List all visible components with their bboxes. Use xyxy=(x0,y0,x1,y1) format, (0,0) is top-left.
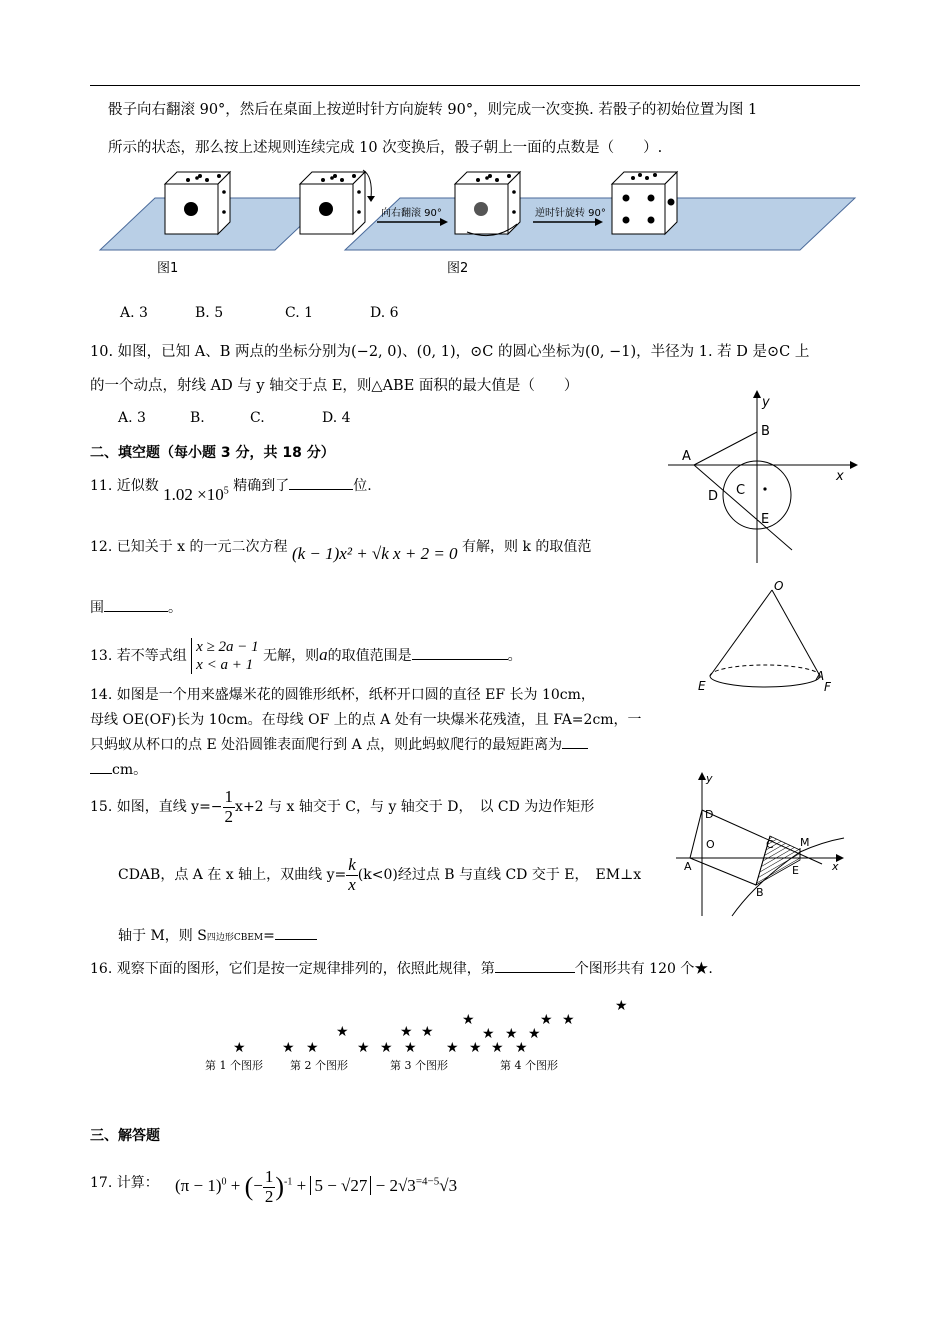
svg-text:B: B xyxy=(756,886,764,899)
star: ★ xyxy=(562,1012,575,1028)
q12-line1: 12. 已知关于 x 的一元二次方程 (k − 1)x² + √k x + 2 = 0 有解，则 k 的取值范 xyxy=(90,539,592,563)
star: ★ xyxy=(505,1026,518,1042)
svg-text:x: x xyxy=(832,860,839,873)
svg-text:C: C xyxy=(736,483,746,498)
q10-option-a: A. 3 xyxy=(118,410,146,426)
q15-figure xyxy=(672,770,852,918)
q14-line1: 14. 如图是一个用来盛爆米花的圆锥形纸杯，纸杯开口圆的直径 EF 长为 10cm， xyxy=(90,687,595,703)
star: ★ xyxy=(380,1040,393,1056)
q9-option-d: D. 6 xyxy=(370,305,399,321)
q12-blank[interactable] xyxy=(104,611,168,612)
star: ★ xyxy=(282,1040,295,1056)
q10-line2: 的一个动点，射线 AD 与 y 轴交于点 E，则△ABE 面积的最大值是（ ） xyxy=(90,378,579,394)
star: ★ xyxy=(400,1024,413,1040)
svg-text:E: E xyxy=(761,512,770,527)
svg-text:D: D xyxy=(708,489,719,504)
q17-expression: $(\pi - 1)^0$ + (− $\frac{1}{2}$ )$^{-1} + 5 - √27 - 2√3^{=4-5}√3$ xyxy=(175,1167,458,1206)
q10-option-b: B. xyxy=(190,410,205,426)
q12-equation: (k − 1)x² + √k x + 2 = 0 xyxy=(291,544,458,563)
star: ★ xyxy=(336,1024,349,1040)
die-fig2b xyxy=(455,172,520,236)
star: ★ xyxy=(233,1040,246,1056)
q15-line2: CDAB，点 A 在 x 轴上，双曲线 y= $\frac{k}{x}$ (k<0)经过点 B 与直线 CD 交于 E， EM⊥x xyxy=(118,855,642,894)
svg-text:M: M xyxy=(800,836,810,849)
q13: 13. 若不等式组 x ≥ 2a − 1 x < a + 1 无解，则a的取值范围是 。 xyxy=(90,639,522,673)
q11: 11. 近似数 $1.02 \times 10^5$ 精确到了 位. xyxy=(90,478,372,504)
svg-text:D: D xyxy=(705,808,714,821)
dice-figure xyxy=(95,162,865,282)
star: ★ xyxy=(482,1026,495,1042)
q10-option-c: C. xyxy=(250,410,265,426)
q11-blank[interactable] xyxy=(289,489,353,490)
caption-1: 第 1 个图形 xyxy=(205,1059,263,1072)
star: ★ xyxy=(462,1012,475,1028)
fig2-label: 图2 xyxy=(447,261,469,276)
star: ★ xyxy=(515,1040,528,1056)
q14-line2: 母线 OE(OF)长为 10cm。在母线 OF 上的点 A 处有一块爆米花残渣，且 FA=2cm，一 xyxy=(90,712,642,728)
star: ★ xyxy=(357,1040,370,1056)
q12-line2: 围 。 xyxy=(90,600,182,616)
svg-text:y: y xyxy=(762,395,770,410)
q14-blank[interactable] xyxy=(562,748,588,749)
q9-line2: 所示的状态，那么按上述规则连续完成 10 次变换后，骰子朝上一面的点数是（ ）. xyxy=(108,140,663,156)
star: ★ xyxy=(528,1026,541,1042)
star: ★ xyxy=(615,998,628,1014)
svg-text:逆时针旋转 90°: 逆时针旋转 90° xyxy=(535,208,606,219)
star: ★ xyxy=(306,1040,319,1056)
q15-blank[interactable] xyxy=(275,939,317,940)
q17-label: 17. 计算： xyxy=(90,1175,159,1191)
table-2 xyxy=(345,198,855,250)
star: ★ xyxy=(404,1040,417,1056)
q15-line3: 轴于 M，则 S四边形CBEM= xyxy=(118,925,317,945)
star: ★ xyxy=(540,1012,553,1028)
caption-3: 第 3 个图形 xyxy=(390,1059,448,1072)
q15-line1: 15. 如图，直线 y=− $\frac{1}{2}$ x+2 与 x 轴交于 C，与 y 轴交于 D， 以 CD 为边作矩形 xyxy=(90,787,595,826)
top-rule xyxy=(90,85,860,86)
svg-text:向右翻滚 90°: 向右翻滚 90° xyxy=(381,208,442,219)
q13-system: x ≥ 2a − 1 x < a + 1 xyxy=(191,638,259,674)
die-fig2c xyxy=(612,172,677,234)
svg-text:A: A xyxy=(682,449,691,464)
die-fig1 xyxy=(165,172,230,234)
svg-text:O: O xyxy=(774,579,784,593)
q9-option-a: A. 3 xyxy=(120,305,148,321)
star: ★ xyxy=(491,1040,504,1056)
svg-text:A: A xyxy=(816,669,825,683)
q9-option-b: B. 5 xyxy=(195,305,224,321)
q10-figure xyxy=(660,388,860,568)
fig1-label: 图1 xyxy=(157,261,179,276)
q10-line1: 10. 如图，已知 A、B 两点的坐标分别为(−2, 0)、(0, 1)，⊙C 的圆心坐标为(0, −1)，半径为 1. 若 D 是⊙C 上 xyxy=(90,344,810,360)
star: ★ xyxy=(469,1040,482,1056)
q13-blank[interactable] xyxy=(412,659,508,660)
q9-option-c: C. 1 xyxy=(285,305,314,321)
star: ★ xyxy=(446,1040,459,1056)
q16-line: 16. 观察下面的图形，它们是按一定规律排列的，依照此规律，第 个图形共有 120 个★. xyxy=(90,961,713,977)
q11-number: $1.02 \times 10^5$ xyxy=(163,485,229,504)
section3-title: 三、解答题 xyxy=(90,1128,160,1144)
q10-option-d: D. 4 xyxy=(322,410,351,426)
svg-text:C: C xyxy=(766,838,774,851)
q14-line3: 只蚂蚁从杯口的点 E 处沿圆锥表面爬行到 A 点，则此蚂蚁爬行的最短距离为 xyxy=(90,734,588,754)
svg-text:O: O xyxy=(706,838,715,851)
svg-text:x: x xyxy=(836,469,844,484)
svg-text:E: E xyxy=(792,864,799,877)
q14-cone-figure xyxy=(690,578,840,698)
star: ★ xyxy=(421,1024,434,1040)
svg-text:E: E xyxy=(698,679,706,693)
q9-line1: 骰子向右翻滚 90°，然后在桌面上按逆时针方向旋转 90°，则完成一次变换. 若骰子的初始位置为图 1 xyxy=(108,102,758,118)
q14-line4: cm。 xyxy=(90,759,147,779)
die-fig2a xyxy=(300,170,375,234)
svg-text:A: A xyxy=(684,860,692,873)
svg-text:y: y xyxy=(706,772,713,785)
svg-text:B: B xyxy=(761,424,770,439)
caption-4: 第 4 个图形 xyxy=(500,1059,558,1072)
caption-2: 第 2 个图形 xyxy=(290,1059,348,1072)
svg-text:F: F xyxy=(824,680,831,694)
q16-blank[interactable] xyxy=(495,972,575,973)
section2-title: 二、填空题（每小题 3 分，共 18 分） xyxy=(90,445,335,461)
